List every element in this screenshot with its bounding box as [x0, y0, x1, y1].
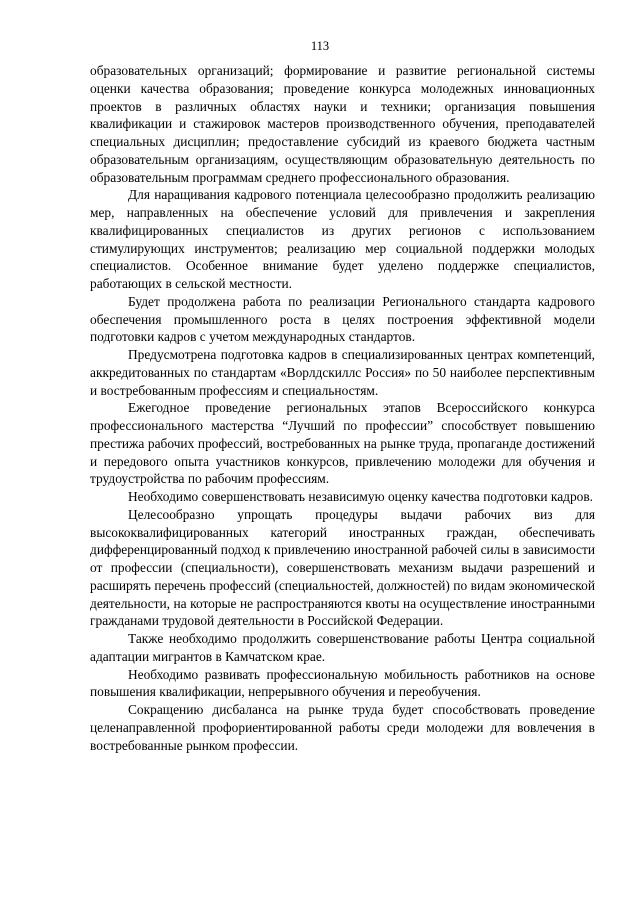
- paragraph-staff-potential: Для наращивания кадрового потенциала целесообразно продолжить реализацию мер, направленных на обеспечение условий для привлечения и закрепления квалифицированных специалистов из других регионов с использованием стимулирующих инструментов; реализацию мер социальной поддержки молодых специалистов. Особенное внимание будет уделено поддержке специалистов, работающих в сельской местности.: [90, 187, 595, 291]
- paragraph-skills-contest: Ежегодное проведение региональных этапов Всероссийского конкурса профессионального мастерства “Лучший по профессии” способствует повышению престижа рабочих профессий, востребованных на рынке труда, пропаганде достижений и передового опыта участников конкурсов, привлечению молодежи для обучения и трудоустройства по рабочим профессиям.: [90, 400, 595, 487]
- paragraph-regional-standard: Будет продолжена работа по реализации Регионального стандарта кадрового обеспечения промышленного роста в целях построения эффективной модели подготовки кадров с учетом международных стандартов.: [90, 293, 595, 345]
- paragraph-professional-mobility: Необходимо развивать профессиональную мобильность работников на основе повышения квалификации, непрерывного обучения и переобучения.: [90, 666, 595, 700]
- body-text: [90, 62, 595, 754]
- paragraph-qualification-assessment: Необходимо совершенствовать независимую оценку качества подготовки кадров.: [128, 489, 594, 504]
- paragraph-career-guidance: Сокращению дисбаланса на рынке труда будет способствовать проведение целенаправленной профориентированной работы среди молодежи для вовлечения в востребованные рынком профессии.: [90, 702, 595, 753]
- paragraph-work-visas: Целесообразно упрощать процедуры выдачи рабочих виз для высококвалифицированных категорий иностранных граждан, обеспечивать дифференцированный подход к привлечению иностранной рабочей силы в зависимости от профессии (специальности), совершенствовать механизм выдачи разрешений и расширять перечень профессий (специальностей, должностей) по видам экономической деятельности, на которые не распространяются квоты на осуществление иностранными гражданами трудовой деятельности в Российской Федерации.: [90, 506, 595, 629]
- paragraph-migrant-adaptation: Также необходимо продолжить совершенствование работы Центра социальной адаптации мигрантов в Камчатском крае.: [90, 631, 595, 664]
- paragraph-competence-centers: Предусмотрена подготовка кадров в специализированных центрах компетенций, аккредитованных по стандартам «Ворлдскиллс Россия» по 50 наиболее перспективным и востребованным профессиям и специальностям.: [90, 347, 595, 398]
- paragraph-education-measures: образовательных организаций; формирование и развитие региональной системы оценки качества образования; проведение конкурса молодежных инновационных проектов в различных областях науки и техники; организация повышения квалификации и стажировок мастеров производственного обучения, преподавателей специальных дисциплин; предоставление субсидий из краевого бюджета частным образовательным организациям, осуществляющим образовательную деятельность по образовательным программам среднего профессионального образования.: [90, 63, 595, 185]
- page-number: 113: [310, 39, 330, 53]
